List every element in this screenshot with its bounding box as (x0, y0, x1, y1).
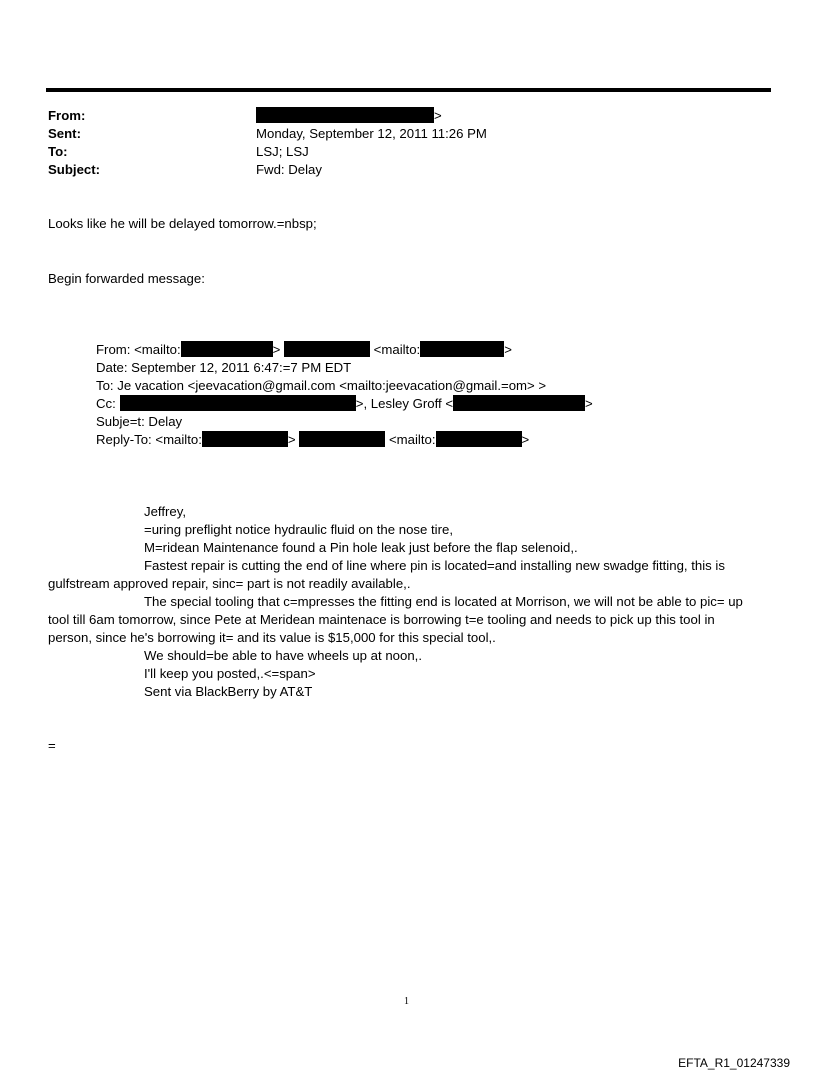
fwd-reply-to-prefix: Reply-To: <mailto: (96, 432, 202, 447)
page-number: 1 (404, 996, 409, 1007)
to-value: LSJ; LSJ (256, 144, 309, 159)
redaction-box (284, 341, 370, 357)
msg-line-6: I'll keep you posted,.<=span> (144, 666, 316, 681)
redaction-box (453, 395, 585, 411)
fwd-mailto: <mailto: (370, 342, 421, 357)
document-id: EFTA_R1_01247339 (678, 1056, 790, 1070)
fwd-from-line (96, 341, 512, 359)
fwd-gt: > (585, 396, 593, 411)
msg-line-5: We should=be able to have wheels up at noon,. (144, 648, 422, 663)
subject-value: Fwd: Delay (256, 162, 322, 177)
fwd-to-line: To: Je vacation <jeevacation@gmail.com <mailto:jeevacation@gmail.=om> > (96, 378, 547, 393)
begin-forwarded-text: Begin forwarded message: (48, 271, 205, 286)
msg-line-2: M=ridean Maintenance found a Pin hole leak just before the flap selenoid,. (144, 540, 578, 555)
msg-greeting: Jeffrey, (144, 504, 187, 519)
fwd-cc-middle: >, Lesley Groff < (355, 396, 454, 411)
fwd-cc-line (96, 395, 593, 413)
from-suffix: > (434, 108, 442, 123)
redaction-box (420, 341, 504, 357)
msg-line-1: =uring preflight notice hydraulic fluid on the nose tire, (144, 522, 453, 537)
redaction-box (202, 431, 288, 447)
fwd-gt: > (521, 432, 530, 447)
msg-line-3b: gulfstream approved repair, sinc= part is not readily available,. (48, 576, 411, 591)
redaction-box (181, 341, 273, 357)
redaction-box (436, 431, 522, 447)
header-rule (46, 88, 771, 92)
msg-line-4a: The special tooling that c=mpresses the fitting end is located at Morrison, we will not be able to pic= up (144, 594, 743, 609)
fwd-gt: > (287, 432, 296, 447)
msg-line-4b: tool till 6am tomorrow, since Pete at Meridean maintenace is borrowing t=e tooling and needs to pick up this tool in (48, 612, 715, 627)
msg-signature: Sent via BlackBerry by AT&T (144, 684, 313, 699)
intro-text: Looks like he will be delayed tomorrow.=nbsp; (48, 216, 317, 231)
sent-label: Sent: (48, 126, 81, 141)
from-value (256, 107, 442, 125)
fwd-reply-to-line (96, 431, 529, 449)
trailer-text: = (48, 738, 56, 753)
from-label: From: (48, 108, 86, 123)
redaction-box (256, 107, 434, 123)
fwd-gt: > (272, 342, 281, 357)
subject-label: Subject: (48, 162, 101, 177)
fwd-gt: > (504, 342, 512, 357)
fwd-from-prefix: From: <mailto: (96, 342, 181, 357)
sent-value: Monday, September 12, 2011 11:26 PM (256, 126, 487, 141)
to-label: To: (48, 144, 68, 159)
redaction-box (299, 431, 385, 447)
fwd-mailto: <mailto: (385, 432, 436, 447)
redaction-box (120, 395, 356, 411)
msg-line-4c: person, since he's borrowing it= and its value is $15,000 for this special tool,. (48, 630, 496, 645)
fwd-subject-line: Subje=t: Delay (96, 414, 183, 429)
fwd-date-line: Date: September 12, 2011 6:47:=7 PM EDT (96, 360, 352, 375)
fwd-cc-label: Cc: (96, 396, 116, 411)
msg-line-3a: Fastest repair is cutting the end of line where pin is located=and installing new swadge fitting, this is (144, 558, 725, 573)
